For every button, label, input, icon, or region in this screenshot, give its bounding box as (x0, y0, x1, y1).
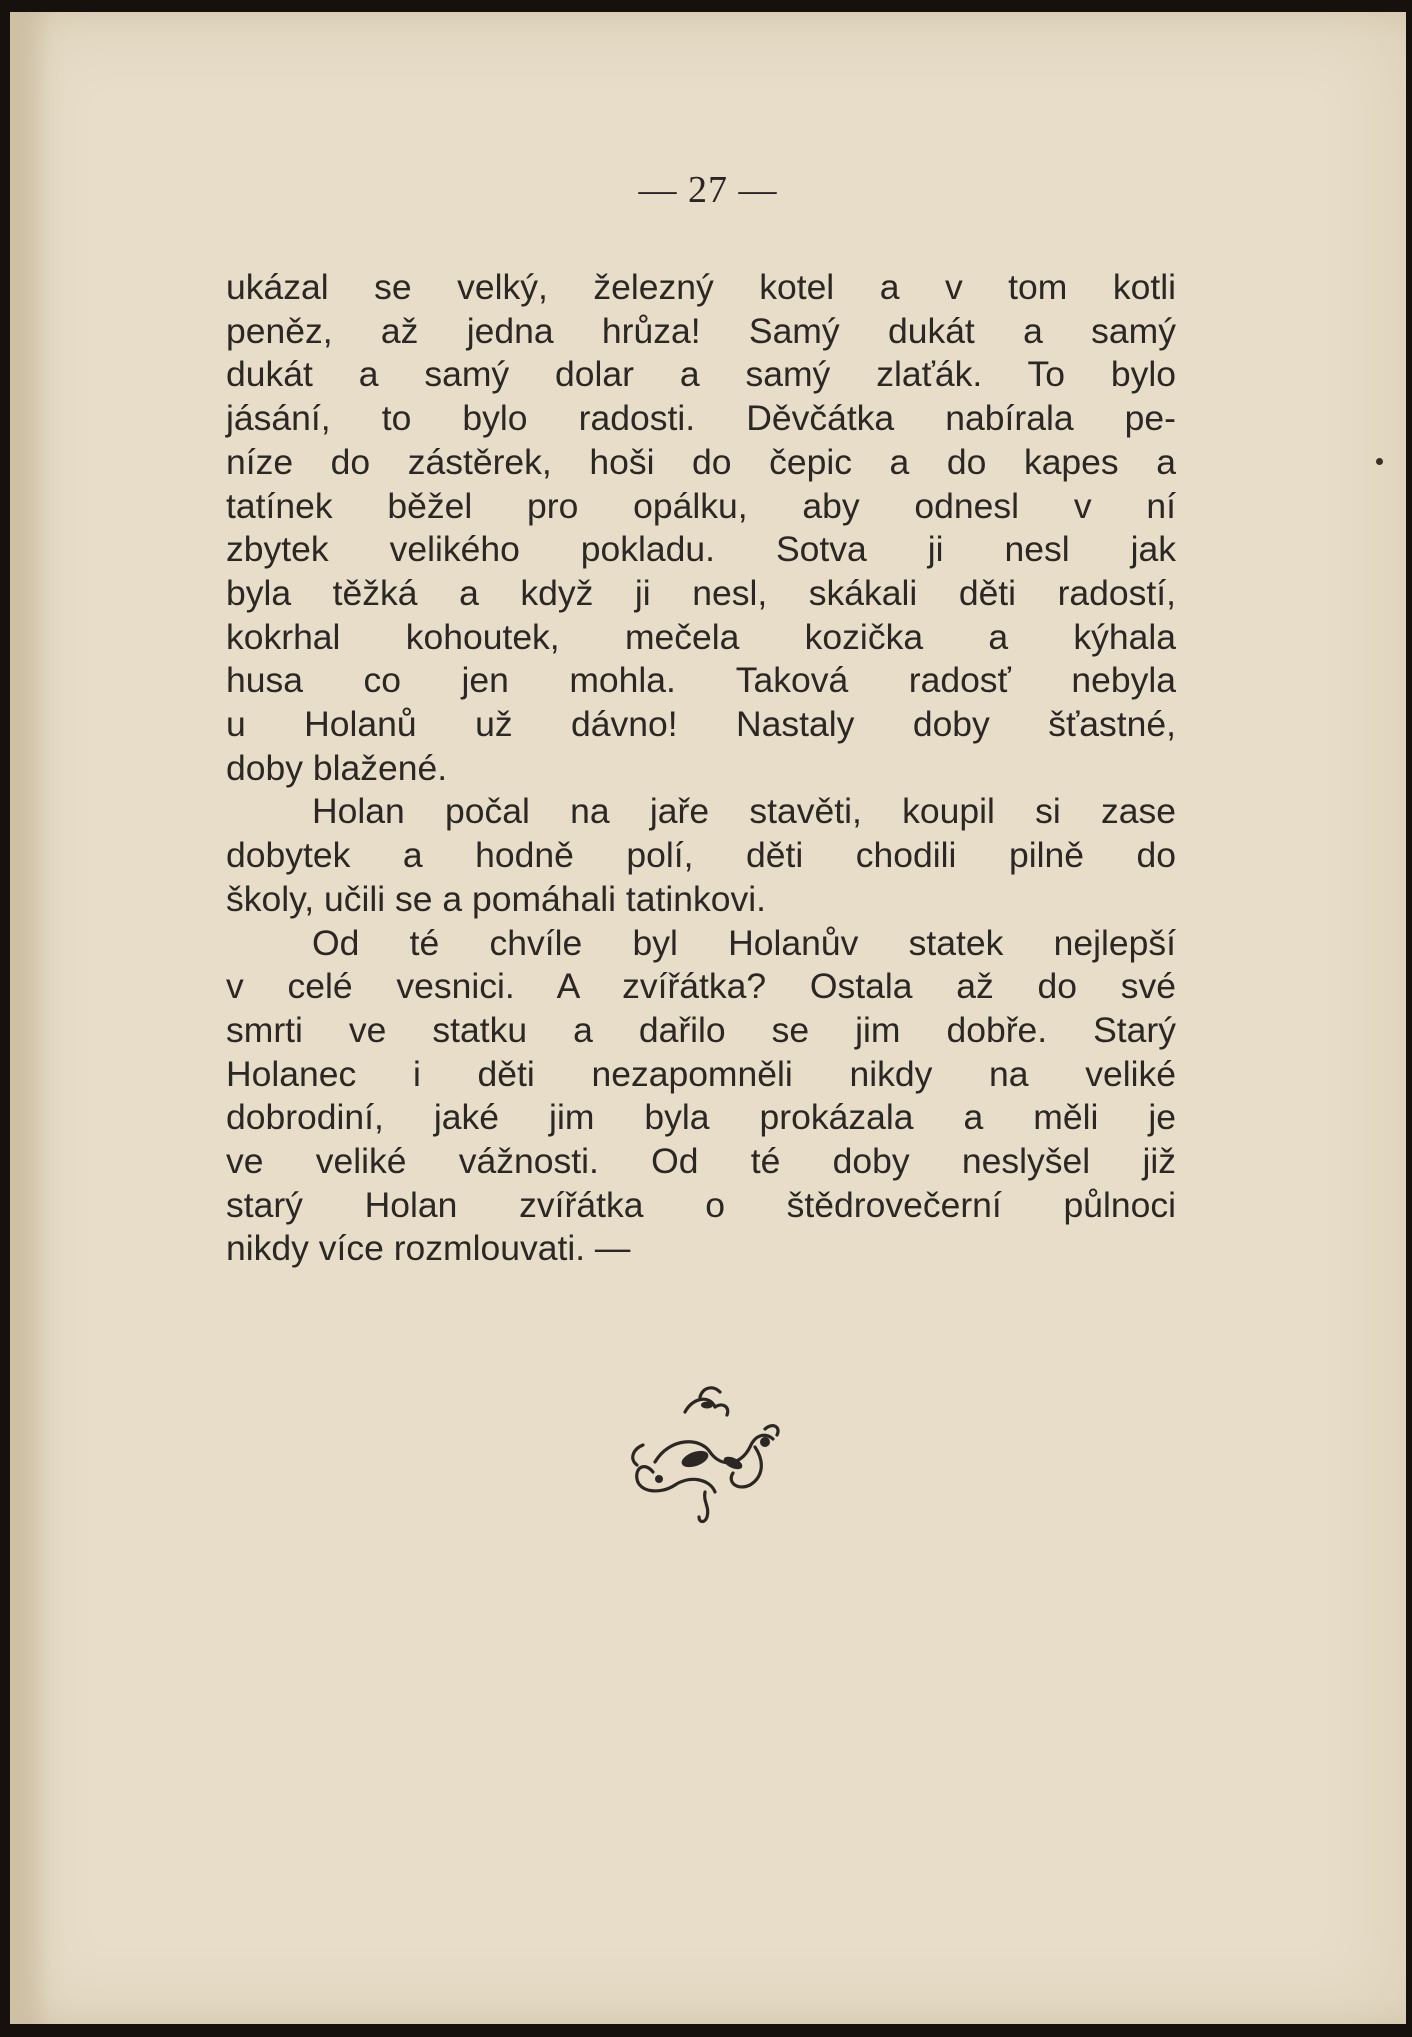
text-line: jásání, to bylo radosti. Děvčátka nabírala pe- (226, 398, 1176, 439)
text-line: v celé vesnici. A zvířátka? Ostala až do své (226, 966, 1176, 1007)
body-text (226, 266, 1176, 1271)
text-line: nikdy více rozmlouvati. — (226, 1228, 631, 1269)
text-line: níze do zástěrek, hoši do čepic a do kapes a (226, 441, 1176, 482)
text-line: Holan počal na jaře stavěti, koupil si zase (312, 791, 1176, 832)
text-line: dobrodiní, jaké jim byla prokázala a měli je (226, 1097, 1176, 1138)
text-line: kokrhal kohoutek, mečela kozička a kýhala (226, 616, 1176, 657)
text-line: byla těžká a když ji nesl, skákali děti radostí, (226, 572, 1176, 613)
text-line: husa co jen mohla. Taková radosť nebyla (226, 660, 1176, 701)
text-line: Holanec i děti nezapomněli nikdy na veliké (226, 1053, 1176, 1094)
book-page (10, 12, 1406, 2024)
text-line: ukázal se velký, železný kotel a v tom kotli (226, 267, 1176, 307)
text-line: smrti ve statku a dařilo se jim dobře. Starý (226, 1009, 1176, 1050)
text-line: školy, učili se a pomáhali tatinkovi. (226, 878, 766, 919)
text-line: peněz, až jedna hrůza! Samý dukát a samý (226, 310, 1176, 351)
text-line: zbytek velikého pokladu. Sotva ji nesl jak (226, 529, 1176, 570)
text-line: u Holanů už dávno! Nastaly doby šťastné, (226, 704, 1176, 745)
floral-vignette-icon (615, 1367, 795, 1527)
page-number: — 27 — (638, 169, 778, 211)
page-gutter-shadow (10, 12, 50, 2024)
text-line: Od té chvíle byl Holanův statek nejlepší (312, 922, 1176, 963)
text-line: dukát a samý dolar a samý zlaťák. To bylo (226, 354, 1176, 395)
text-line: starý Holan zvířátka o štědrovečerní půlnoci (226, 1184, 1176, 1225)
text-line: doby blažené. (226, 747, 448, 788)
text-line: ve veliké vážnosti. Od té doby neslyšel již (226, 1141, 1176, 1182)
text-line: dobytek a hodně polí, děti chodili pilně do (226, 835, 1176, 876)
ink-speck (1376, 458, 1383, 465)
text-line: tatínek běžel pro opálku, aby odnesl v ní (226, 485, 1176, 526)
